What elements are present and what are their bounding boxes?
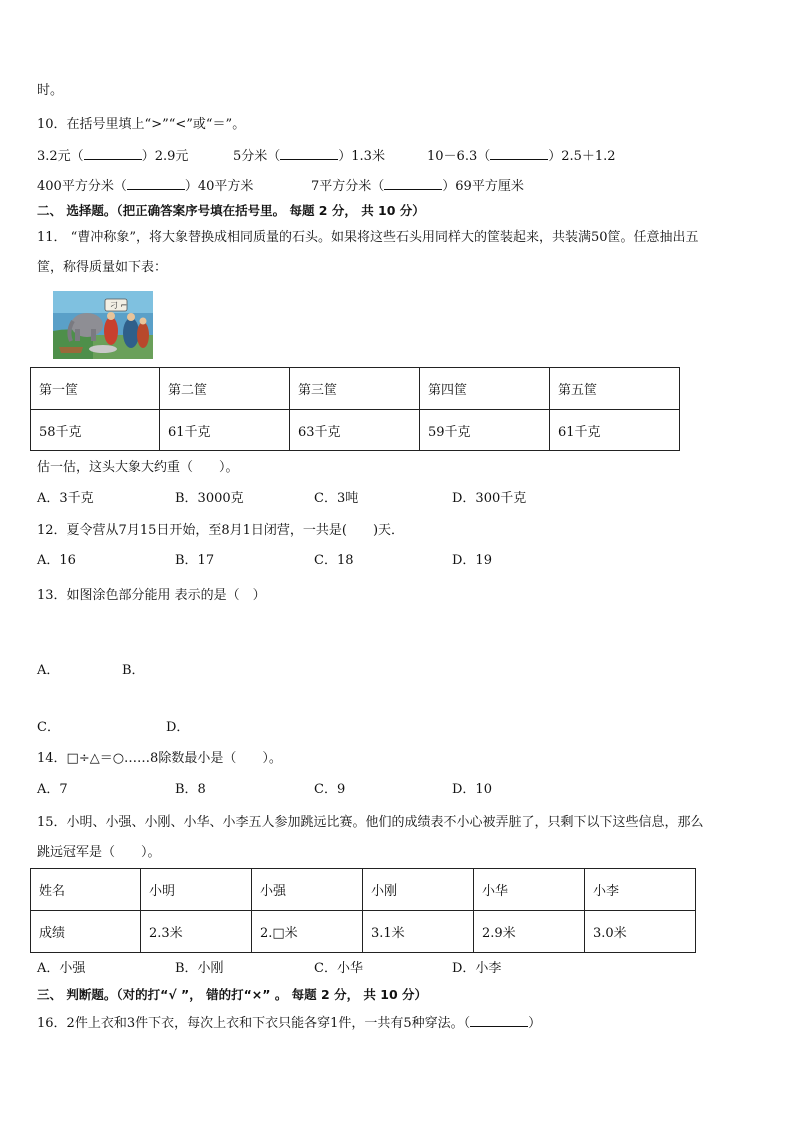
q13-option-b[interactable]: B． — [122, 663, 145, 678]
q13-option-a[interactable]: A． — [37, 663, 60, 678]
q14-option-b[interactable]: B．8 — [175, 782, 206, 797]
q12-option-a[interactable]: A．16 — [37, 553, 76, 568]
answer-blank[interactable] — [384, 176, 442, 190]
q12-stem: 12．夏令营从7月15日开始，至8月1日闭营，一共是( )天． — [37, 523, 405, 538]
table-header-cell: 第一筐 — [31, 368, 160, 410]
answer-blank[interactable] — [280, 146, 338, 160]
q10-item-2: 5分米（ ）1.3米 — [233, 146, 385, 166]
q15-option-b[interactable]: B．小刚 — [175, 961, 224, 976]
q11-basket-table — [30, 367, 680, 451]
table-cell: 2.3米 — [141, 911, 252, 953]
q14-option-d[interactable]: D．10 — [452, 782, 492, 797]
table-header-cell: 小强 — [252, 869, 363, 911]
table-cell: 59千克 — [420, 410, 550, 451]
q14-stem: 14．□÷△＝○……8除数最小是（ ）。 — [37, 751, 282, 766]
q12-option-b[interactable]: B．17 — [175, 553, 215, 568]
svg-text:刁 ⌐: 刁 ⌐ — [110, 301, 128, 310]
table-cell: 63千克 — [290, 410, 420, 451]
table-cell: 61千克 — [160, 410, 290, 451]
table-header-cell: 第二筐 — [160, 368, 290, 410]
q15-option-c[interactable]: C．小华 — [314, 961, 363, 976]
q13-option-d[interactable]: D． — [166, 720, 190, 735]
q11-option-a[interactable]: A．3千克 — [37, 491, 94, 506]
q10-item-3: 10－6.3（ ）2.5＋1.2 — [427, 146, 616, 166]
table-header-row — [31, 869, 696, 911]
q16-stem: 16．2件上衣和3件下衣，每次上衣和下衣只能各穿1件，一共有5种穿法。（ ） — [37, 1013, 541, 1033]
table-header-cell: 小华 — [474, 869, 585, 911]
q10-item-1: 3.2元（ ）2.9元 — [37, 146, 188, 166]
q15-score-table — [30, 868, 696, 953]
table-header-row — [31, 368, 680, 410]
table-cell: 3.0米 — [585, 911, 696, 953]
q14-option-a[interactable]: A．7 — [37, 782, 68, 797]
cao-chong-elephant-illustration — [53, 291, 153, 359]
table-cell: 58千克 — [31, 410, 160, 451]
q12-option-c[interactable]: C．18 — [314, 553, 354, 568]
table-cell: 3.1米 — [363, 911, 474, 953]
answer-blank[interactable] — [84, 146, 142, 160]
q15-option-a[interactable]: A．小强 — [37, 961, 86, 976]
table-cell: 61千克 — [550, 410, 680, 451]
section-2-heading: 二、 选择题。（把正确答案序号填在括号里。 每题 2 分， 共 10 分） — [37, 203, 425, 218]
q15-stem-line2: 跳远冠军是（ ）。 — [37, 845, 161, 860]
q14-option-c[interactable]: C．9 — [314, 782, 346, 797]
q15-stem-line1: 15．小明、小强、小刚、小华、小李五人参加跳远比赛。他们的成绩表不小心被弄脏了，只剩下以下这些信息，那么 — [37, 815, 704, 830]
q10-item-4: 400平方分米（ ）40平方米 — [37, 176, 253, 196]
section-3-heading: 三、 判断题。（对的打“√ ”， 错的打“×” 。 每题 2 分， 共 10 分） — [37, 987, 428, 1002]
table-header-cell: 姓名 — [31, 869, 141, 911]
q10-stem: 10．在括号里填上“>”“<”或“＝”。 — [37, 117, 246, 132]
q11-stem-line2: 筐，称得质量如下表： — [37, 260, 168, 275]
q11-option-b[interactable]: B．3000克 — [175, 491, 244, 506]
answer-blank[interactable] — [470, 1013, 528, 1027]
q11-option-d[interactable]: D．300千克 — [452, 491, 527, 506]
answer-blank[interactable] — [490, 146, 548, 160]
table-cell: 成绩 — [31, 911, 141, 953]
q11-option-c[interactable]: C．3吨 — [314, 491, 359, 506]
continuation-text: 时。 — [37, 83, 64, 98]
table-row — [31, 410, 680, 451]
table-header-cell: 第四筐 — [420, 368, 550, 410]
q13-stem: 13．如图涂色部分能用 表示的是（ ） — [37, 588, 266, 603]
table-header-cell: 第五筐 — [550, 368, 680, 410]
q12-option-d[interactable]: D．19 — [452, 553, 492, 568]
table-cell: 2.9米 — [474, 911, 585, 953]
table-header-cell: 小刚 — [363, 869, 474, 911]
table-header-cell: 小明 — [141, 869, 252, 911]
q10-item-5: 7平方分米（ ）69平方厘米 — [311, 176, 524, 196]
q11-stem-line1: 11． “曹冲称象”，将大象替换成相同质量的石头。如果将这些石头用同样大的筐装起来，共装满50筐。任意抽出五 — [37, 230, 699, 245]
q13-option-c[interactable]: C． — [37, 720, 60, 735]
q15-option-d[interactable]: D．小李 — [452, 961, 502, 976]
table-cell: 2.□米 — [252, 911, 363, 953]
answer-blank[interactable] — [127, 176, 185, 190]
table-row — [31, 911, 696, 953]
table-header-cell: 第三筐 — [290, 368, 420, 410]
q11-question: 估一估，这头大象大约重（ ）。 — [37, 460, 239, 475]
table-header-cell: 小李 — [585, 869, 696, 911]
